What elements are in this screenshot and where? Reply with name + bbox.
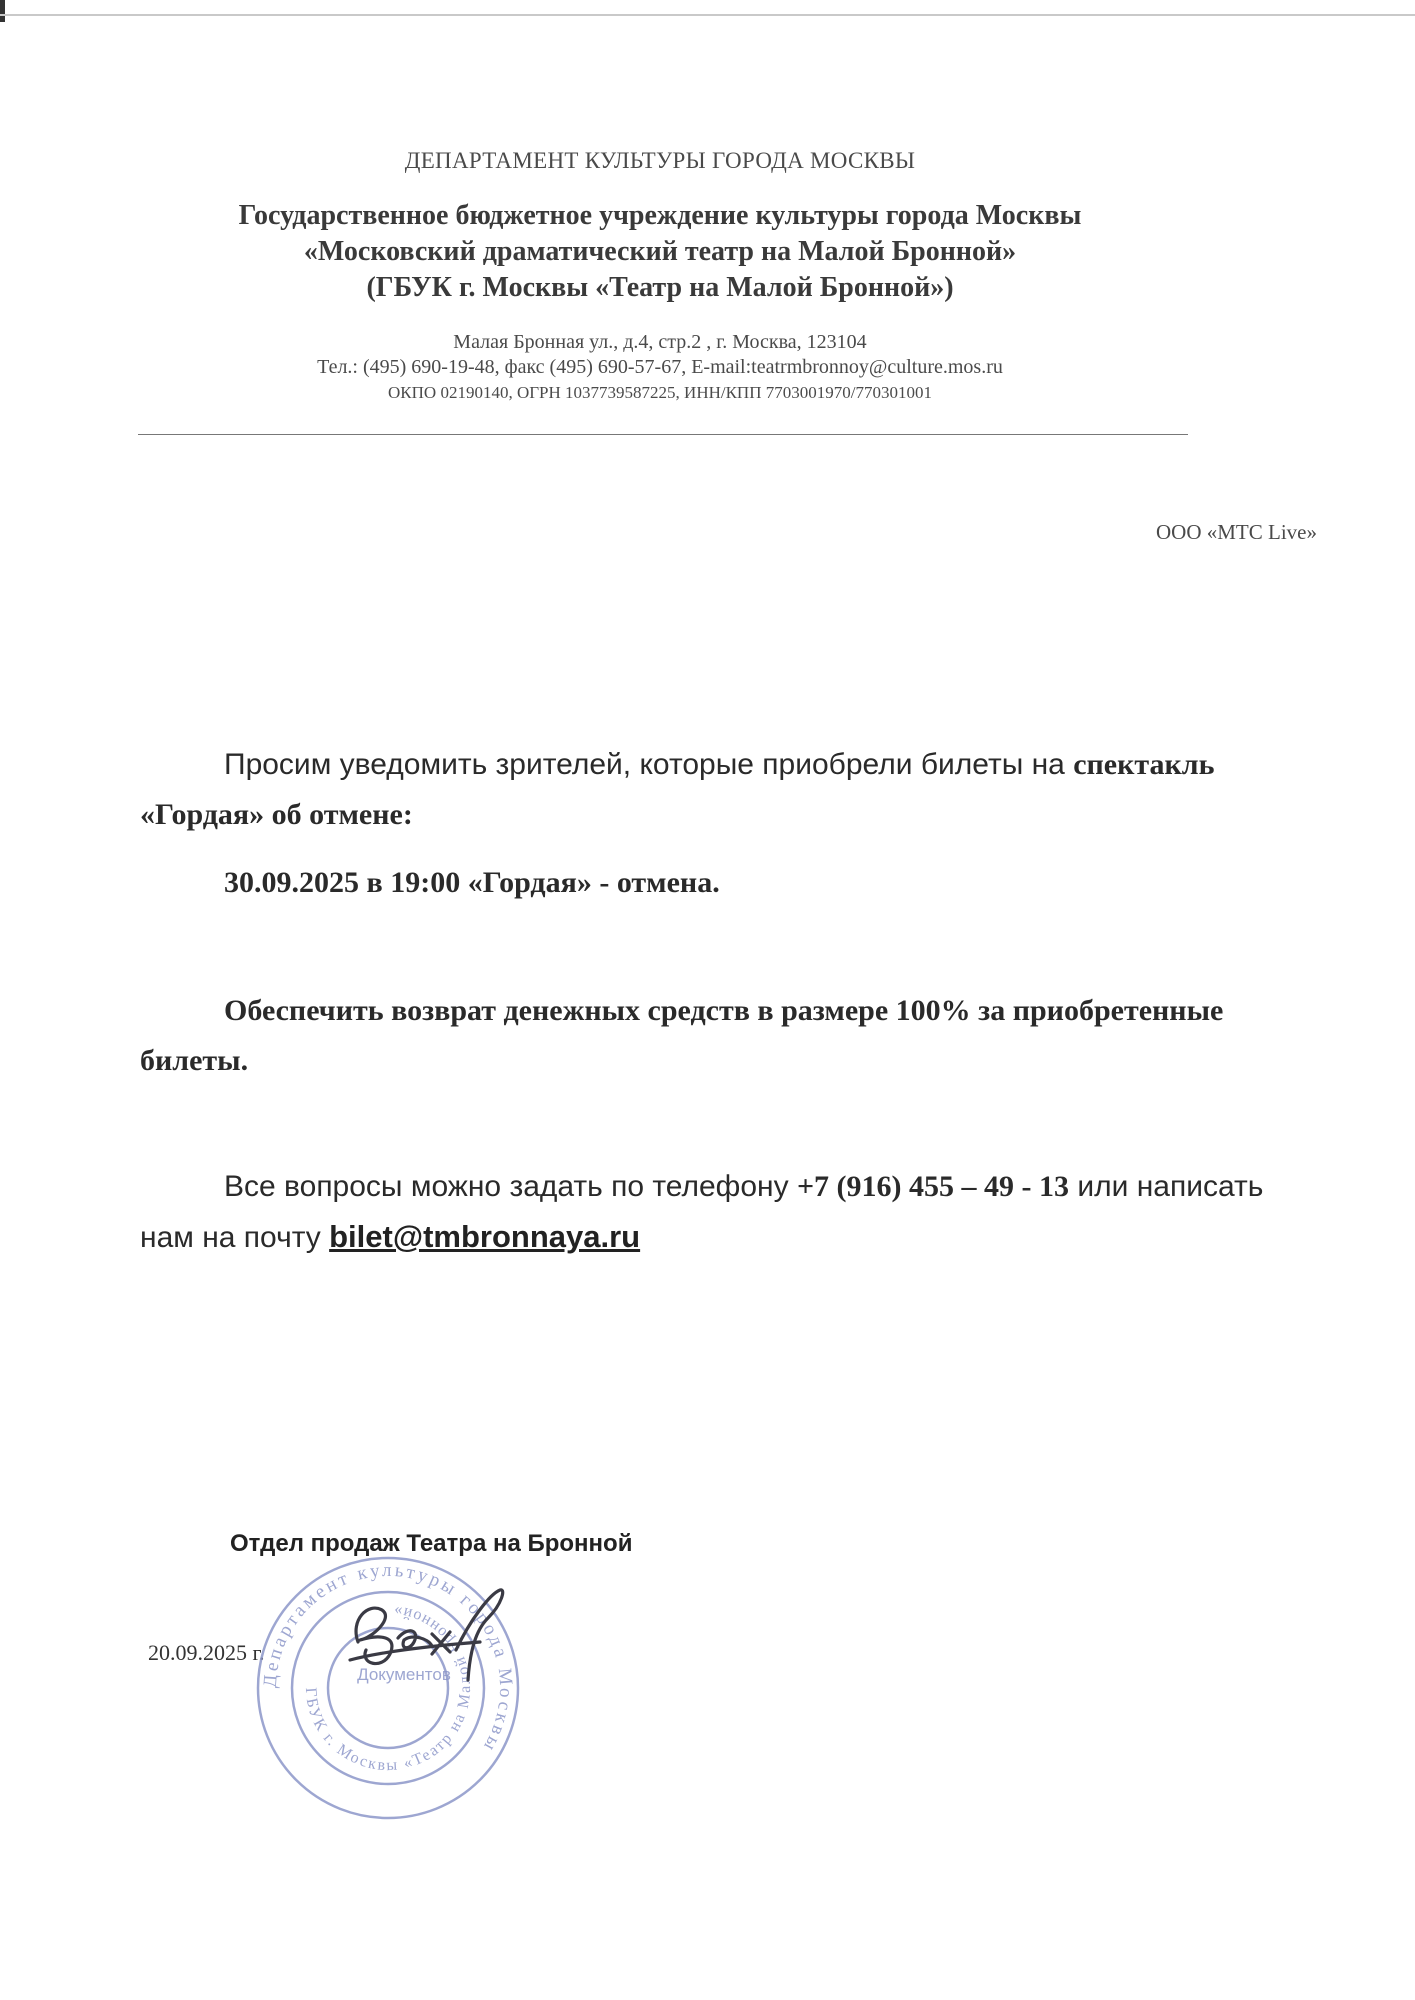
contact-text-2: или написать нам на почту: [140, 1170, 1264, 1254]
handwritten-signature-icon: [320, 1580, 520, 1690]
request-performance: спектакль «Гордая» об отмене:: [140, 748, 1215, 831]
organization-name: [140, 198, 1180, 306]
department-heading: ДЕПАРТАМЕНТ КУЛЬТУРЫ ГОРОДА МОСКВЫ: [404, 148, 916, 173]
contacts-line: Тел.: (495) 690-19-48, факс (495) 690-57-67, E-mail:teatrmbronnoy@culture.mos.ru: [317, 356, 1003, 378]
org-line-1: Государственное бюджетное учреждение культуры города Москвы: [238, 200, 1082, 231]
address-block: [140, 330, 1180, 405]
registry-line: ОКПО 02190140, ОГРН 1037739587225, ИНН/КПП 7703001970/770301001: [388, 383, 932, 402]
scan-edge-line: [0, 14, 1415, 16]
stamp-center-text: Документов: [357, 1665, 451, 1684]
contact-phone: +7 (916) 455 – 49 - 13: [796, 1170, 1070, 1203]
stamp-outer-text: Департамент культуры города Москвы: [259, 1559, 517, 1757]
cancellation-text: 30.09.2025 в 19:00 «Гордая» - отмена.: [224, 866, 720, 899]
refund-text: Обеспечить возврат денежных средств в размере 100% за приобретенные билеты.: [140, 994, 1224, 1077]
request-paragraph: [140, 740, 1320, 840]
scan-corner-mark: [0, 0, 5, 22]
org-line-3: (ГБУК г. Москвы «Театр на Малой Бронной»): [366, 272, 954, 303]
org-line-2: «Московский драматический театр на Малой Бронной»: [303, 236, 1017, 267]
address-line: Малая Бронная ул., д.4, стр.2 , г. Москва, 123104: [453, 331, 867, 353]
contact-paragraph: [140, 1162, 1320, 1263]
contact-text-1: Все вопросы можно задать по телефону: [224, 1170, 797, 1203]
recipient: ООО «МТС Live»: [1156, 520, 1317, 544]
letterhead-divider: [138, 434, 1188, 435]
cancellation-paragraph: [140, 858, 1320, 908]
document-date: 20.09.2025 г.: [148, 1640, 265, 1665]
refund-paragraph: [140, 986, 1320, 1086]
contact-email-link[interactable]: bilet@tmbronnaya.ru: [329, 1219, 641, 1254]
sales-department-signature: Отдел продаж Театра на Бронной: [230, 1530, 633, 1557]
request-text: Просим уведомить зрителей, которые приобрели билеты на: [224, 748, 1074, 781]
stamp-inner-text: ГБУК г. Москвы «Театр на Малой Бронной»: [301, 1601, 475, 1775]
